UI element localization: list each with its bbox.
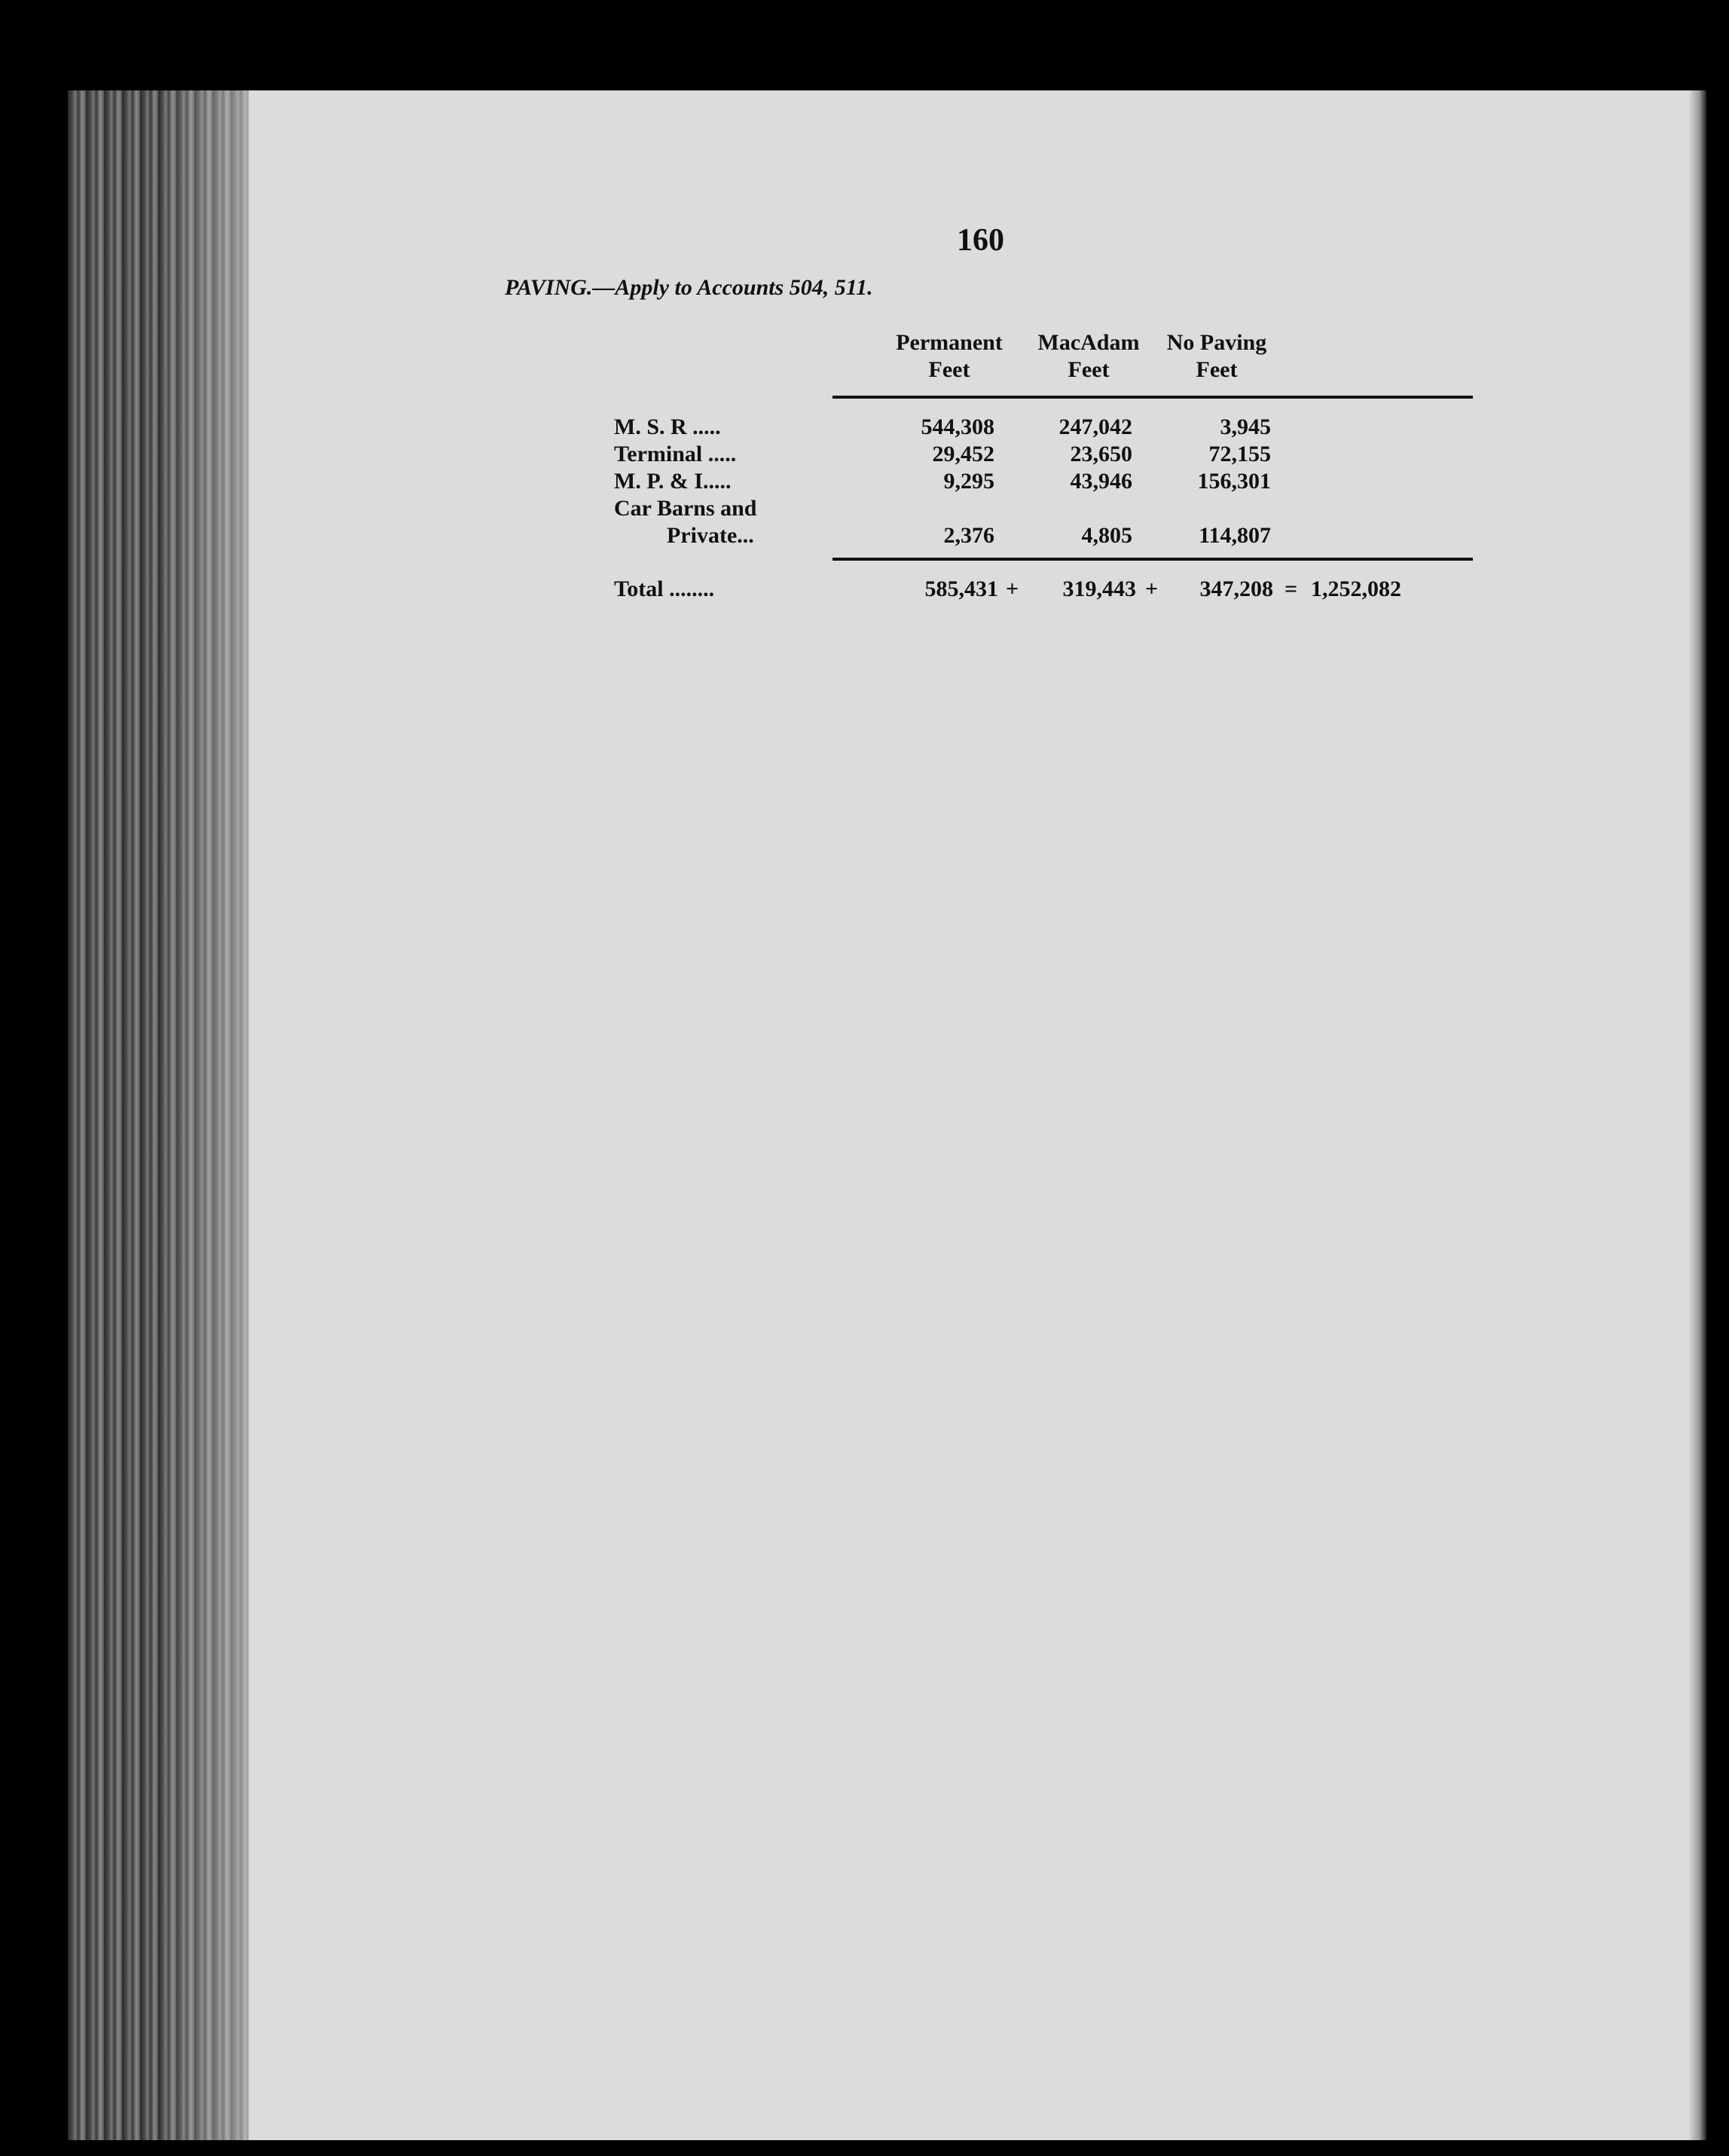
equals-sign: = [1285, 576, 1298, 601]
cell-macadam: 4,805 [1081, 523, 1132, 548]
cell-no-paving: 72,155 [1208, 442, 1271, 466]
row-label: M. S. R ..... [614, 414, 721, 439]
total-macadam: 319,443 [1062, 576, 1136, 601]
page-number: 160 [957, 223, 1004, 258]
cell-no-paving: 114,807 [1199, 523, 1271, 548]
plus-sign: + [1145, 576, 1159, 601]
column-header-line: No Paving [1166, 330, 1267, 355]
cell-no-paving: 156,301 [1197, 469, 1271, 494]
document-page [68, 90, 1706, 2140]
cell-no-paving: 3,945 [1220, 414, 1271, 439]
cell-macadam: 43,946 [1070, 469, 1132, 494]
plus-sign: + [1006, 576, 1019, 601]
section-heading: PAVING.—Apply to Accounts 504, 511. [505, 275, 873, 300]
cell-permanent: 2,376 [943, 523, 994, 548]
row-label: M. P. & I..... [614, 469, 732, 494]
total-label: Total ........ [614, 576, 715, 601]
column-header-line: Permanent [896, 330, 1003, 355]
column-header-no-paving [1130, 329, 1303, 384]
cell-permanent: 9,295 [943, 469, 994, 494]
page-edge-fade [158, 90, 324, 2140]
column-header-unit: Feet [1068, 357, 1110, 382]
right-page-edge [1688, 90, 1706, 2140]
column-header-unit: Feet [928, 357, 970, 382]
total-no-paving: 347,208 [1199, 576, 1273, 601]
cell-permanent: 544,308 [921, 414, 994, 439]
grand-total: 1,252,082 [1311, 576, 1401, 601]
column-header-unit: Feet [1196, 357, 1238, 382]
cell-macadam: 23,650 [1070, 442, 1132, 466]
total-rule [832, 558, 1473, 561]
row-label: Private... [667, 523, 754, 548]
total-permanent: 585,431 [924, 576, 998, 601]
column-header-line: MacAdam [1037, 330, 1140, 355]
cell-macadam: 247,042 [1058, 414, 1132, 439]
header-rule [832, 396, 1473, 399]
row-label-line1: Car Barns and [614, 496, 757, 521]
cell-permanent: 29,452 [932, 442, 994, 466]
row-label: Terminal ..... [614, 442, 737, 466]
